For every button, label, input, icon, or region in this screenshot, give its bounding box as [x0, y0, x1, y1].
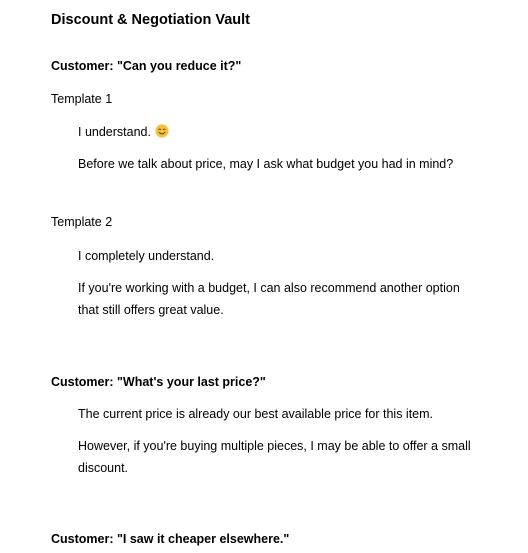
template-2-line-1: I completely understand.	[78, 249, 215, 263]
section-heading-cheaper-elsewhere: Customer: "I saw it cheaper elsewhere."	[51, 532, 290, 546]
section-heading-reduce: Customer: "Can you reduce it?"	[51, 59, 242, 73]
template-label-2: Template 2	[51, 215, 113, 229]
last-price-line-2: However, if you're buying multiple pieces, I may be able to offer a small discount.	[78, 439, 471, 475]
template-label-1: Template 1	[51, 92, 113, 106]
document-title: Discount & Negotiation Vault	[51, 12, 250, 28]
section-heading-last-price: Customer: "What's your last price?"	[51, 375, 266, 389]
template-2-line-2: If you're working with a budget, I can also recommend another option that still offers great value.	[78, 281, 460, 317]
template-1-line-1	[78, 124, 169, 140]
last-price-line-1: The current price is already our best available price for this item.	[78, 407, 434, 421]
template-1-line-2: Before we talk about price, may I ask what budget you had in mind?	[78, 157, 454, 171]
smiling-face-icon	[155, 124, 169, 138]
template-1-line-1-text: I understand.	[78, 125, 151, 139]
